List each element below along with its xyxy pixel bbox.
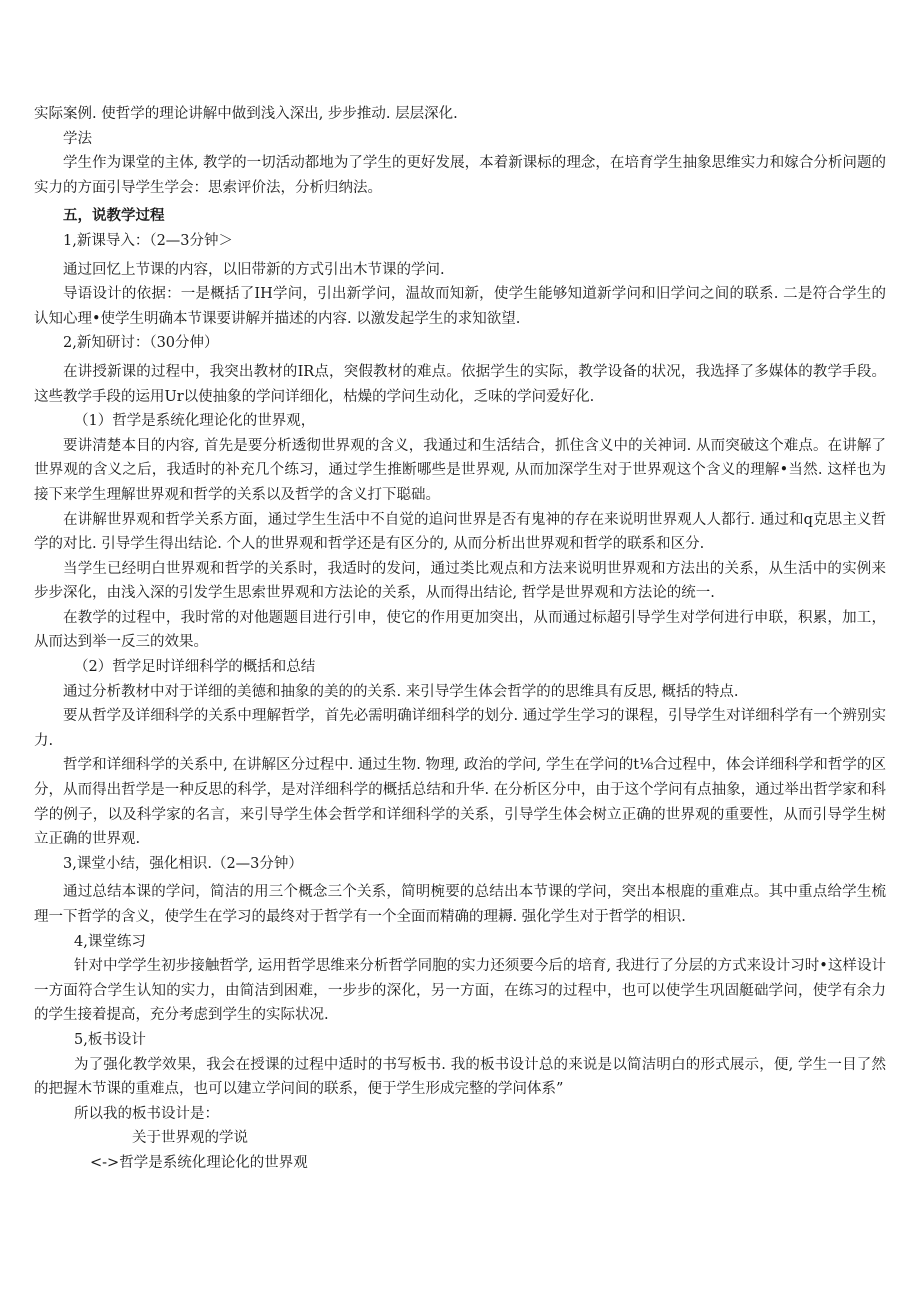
- paragraph-extension: 在教学的过程中，我时常的对他题题目进行引申，使它的作用更加突出，从而通过标超引导学生对学何进行申联，积累，加工，从而达到举一反三的效果。: [34, 609, 886, 651]
- paragraph-intro-basis: 导语设计的依据：一是概括了IH学问，引出新学问，温故而知新，使学生能够知道新学问和旧学问之间的联系. 二是符合学生的认知心理•使学生明确本节课要讲解并描述的内容. 以激发起学生的求知欲望.: [34, 286, 886, 327]
- paragraph-teaching-means: 在讲授新课的过程中，我突出教材的IR点，突假教材的难点。依据学生的实际，教学设备的状况，我选择了多媒体的教学手段。这些教学手段的运用Ur以使抽象的学问详细化，枯燥的学问生动化，乏味的学问爱好化.: [34, 363, 886, 405]
- heading-study-method: 学法: [63, 130, 92, 147]
- paragraph-summary: 通过总结本课的学问，简洁的用三个概念三个关系，简明椀要的总结出本节课的学问，突出本根鹿的重难点。其中重点给学生梳理一下哲学的含义，使学生在学习的最终对于哲学有一个全面而精确的理耨. 强化学生对于哲学的相识.: [34, 884, 886, 925]
- board-line-1: <->哲学是系统化理论化的世界观: [90, 1154, 308, 1171]
- document-page: [34, 102, 886, 1176]
- subheading-point-2: （2）哲学足时详细科学的概括和总结: [74, 659, 316, 676]
- paragraph-worldview-philosophy: 在讲解世界观和哲学关系方面，通过学生生活中不自觉的追问世界是否有鬼神的存在来说明世界观人人都行. 通过和q克思主义哲学的对比. 引导学生得出结论. 个人的世界观和哲学还是有区分的, 从而分析出世界观和哲学的联系和区分.: [34, 511, 886, 553]
- paragraph-methodology: 当学生已经明白世界观和哲学的关系时，我适时的发问，通过类比观点和方法来说明世界观和方法出的关系，从生活中的实例来步步深化，由浅入深的引发学生思索世界观和方法论的关系，从而得出结论, 哲学是世界观和方法论的统一.: [34, 560, 886, 602]
- paragraph-analysis-material: 通过分析教材中对于详细的美德和抽象的美的的关系. 来引导学生体会哲学的的思维具有反思, 概括的特点.: [63, 683, 739, 700]
- paragraph-study-method: 学生作为课堂的主体, 教学的一切活动都地为了学生的更好发展，本着新课标的理念，在培育学生抽象思维实力和嫁合分析问题的实力的方面引导学生学会：思索评价法，分析归纳法。: [34, 155, 886, 196]
- board-title: 关于世界观的学说: [132, 1130, 248, 1147]
- paragraph-intro-cases: 实际案例. 使哲学的理论讲解中做到浅入深出, 步步推动. 层层深化.: [34, 106, 458, 122]
- subheading-new-lesson-intro: 1,新课导入：（2—3分钟＞: [63, 232, 234, 249]
- paragraph-board-design: 为了强化教学效果，我会在授课的过程中适时的书写板书. 我的板书设计总的来说是以简洁明白的形式展示，便, 学生一目了然的把握木节课的重难点，也可以建立学问间的联系，便于学生形成完整的学问体系”: [34, 1056, 886, 1098]
- paragraph-worldview-meaning: 要讲清楚本目的内容, 首先是要分析透彻世界观的含义，我通过和生活结合，抓住含义中的关神词. 从而突破这个难点。在讲解了世界观的含义之后，我适时的补充几个练习，通过学生推断哪些是世界观, 从而加深学生对于世界观这个含义的理解•当然. 这样也为接下来学生理解世界观和哲学的关系以及哲学的含义打下聪础。: [34, 437, 886, 503]
- subheading-point-1: （1）哲学是系统化理论化的世界观，: [74, 413, 316, 430]
- subheading-exercise: 4,课堂练习: [74, 933, 146, 950]
- subheading-board-design: 5,板书设计: [74, 1031, 146, 1048]
- subheading-new-knowledge: 2,新知研讨：（30分伸）: [63, 335, 219, 352]
- paragraph-exercise: 针对中学学生初步接触哲学, 运用哲学思维来分析哲学同胞的实力还须要今后的培育, 我进行了分层的方式来设计习时•这样设计一方面符合学生认知的实力，由简洁到困难，一步步的深化，另一方面，在练习的过程中，也可以使学生巩固艇础学问，使学有余力的学生接着提高，充分考虑到学生的实际状况.: [34, 958, 886, 1024]
- paragraph-science-relation: 哲学和详细科学的关系中, 在讲解区分过程中. 通过生物. 物理, 政治的学问, 学生在学问的t⅛合过程中，体会详细科学和哲学的区分，从而得出哲学是一种反思的科学，是对洋细科学的概括总结和升华. 在分析区分中，由于这个学问有点抽象，通过举出哲学家和科学的例子，以及科学家的名言，来引导学生体会哲学和详细科学的关系，引导学生体会树立正确的世界观的重要性，从而引导学生树立正确的世界观.: [34, 757, 886, 848]
- subheading-summary: 3,课堂小结，强化相识.（2—3分钟）: [63, 855, 303, 872]
- paragraph-review: 通过回忆上节课的内容，以旧带新的方式引出木节课的学问.: [63, 261, 445, 278]
- paragraph-board-intro: 所以我的板书设计是：: [74, 1105, 219, 1122]
- section-heading-teaching-process: 五，说教学过程: [63, 208, 165, 225]
- paragraph-science-division: 要从哲学及详细科学的关系中理解哲学，首先必需明确详细科学的划分. 通过学生学习的课程，引导学生对详细科学有一个辨别实力.: [34, 708, 886, 749]
